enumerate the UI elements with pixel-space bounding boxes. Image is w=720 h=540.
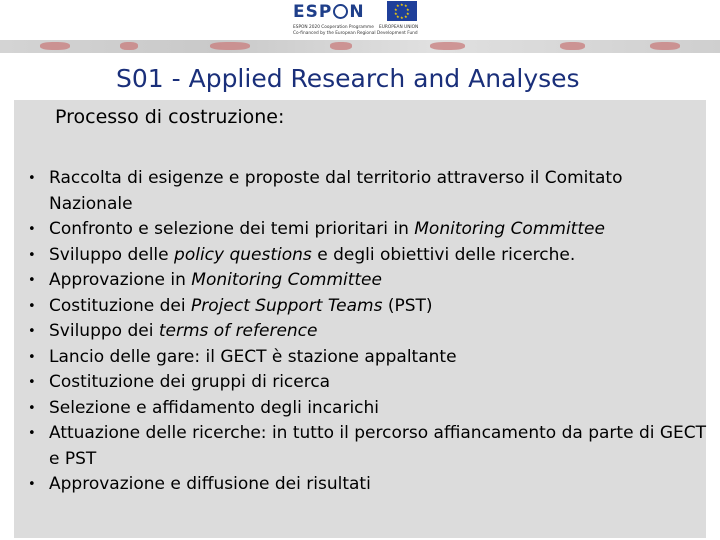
bullet-item: • Sviluppo dei terms of reference: [28, 319, 708, 345]
bullet-item: • Approvazione in Monitoring Committee: [28, 268, 708, 294]
decorative-map-strip: [0, 40, 720, 53]
bullet-item: • Attuazione delle ricerche: in tutto il percorso affiancamento da parte di GECT e PST: [28, 421, 708, 472]
eu-flag-icon: ★ ★ ★ ★ ★ ★ ★ ★ ★ ★: [387, 1, 417, 21]
logo-o-mark-icon: [333, 4, 348, 19]
bullet-item: • Costituzione dei Project Support Teams (PST): [28, 294, 708, 320]
logo-text-a: ESP: [293, 2, 333, 22]
logo-sub-col2: EUROPEAN UNION: [379, 25, 419, 30]
logo-text-b: N: [349, 2, 365, 22]
bullet-item: • Costituzione dei gruppi di ricerca: [28, 370, 708, 396]
bullet-item: • Lancio delle gare: il GECT è stazione appaltante: [28, 345, 708, 371]
espon-logo-wordmark: [293, 2, 365, 22]
logo-sub-line2: Co-financed by the European Regional Development Fund: [293, 31, 418, 36]
espon-logo: [285, 0, 420, 40]
bullet-item: • Selezione e affidamento degli incarichi: [28, 396, 708, 422]
bullet-list: [28, 166, 708, 498]
logo-sub-line1: ESPON 2020 Cooperation Programme: [293, 25, 374, 30]
bullet-item: • Raccolta di esigenze e proposte dal territorio attraverso il Comitato Nazionale: [28, 166, 708, 217]
bullet-item: • Approvazione e diffusione dei risultati: [28, 472, 708, 498]
slide-title: S01 - Applied Research and Analyses: [116, 64, 580, 93]
slide-subtitle: Processo di costruzione:: [55, 106, 285, 128]
bullet-item: • Sviluppo delle policy questions e degli obiettivi delle ricerche.: [28, 243, 708, 269]
logo-subtext: [293, 25, 418, 37]
bullet-item: • Confronto e selezione dei temi prioritari in Monitoring Committee: [28, 217, 708, 243]
